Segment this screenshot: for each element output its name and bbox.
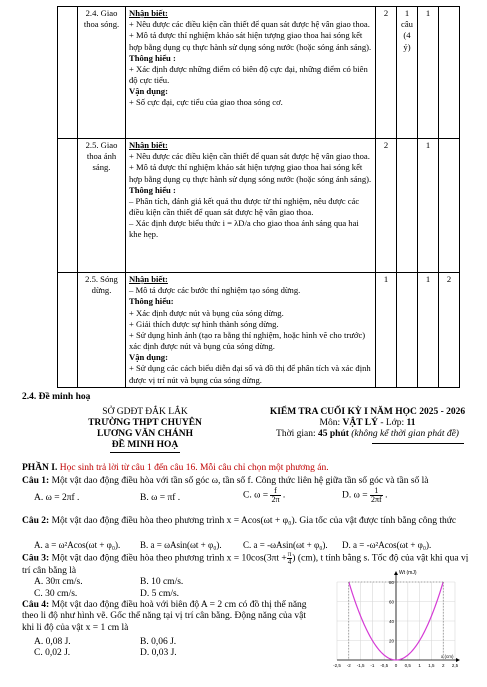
- requirement-line: + Mô tả được thí nghiệm khảo sát hiện tượng giao thoa hai sóng kết hợp bằng dụng cụ thực hành sử dụng sóng nước (hoặc sóng ánh sáng).: [129, 162, 372, 184]
- requirement-line: – Mô tả được các bước thí nghiệm tạo sóng dừng.: [129, 285, 301, 296]
- count-cell: 2: [439, 273, 460, 388]
- y-tick-label: 60: [388, 599, 394, 605]
- requirement-line: + Mô tả được thí nghiệm khảo sát hiện tượng giao thoa hai sóng kết hợp bằng dụng cụ thực hành sử dụng sóng nước (hoặc sóng ánh sáng).: [129, 30, 372, 52]
- x-tick-label: -1: [370, 663, 375, 668]
- table-row: [58, 139, 460, 273]
- x-tick-label: 1,5: [428, 663, 435, 668]
- school-name-2: LƯƠNG VĂN CHÁNH: [96, 428, 194, 439]
- requirement-level: Nhận biết:: [129, 8, 168, 18]
- requirement-level: Vận dụng:: [129, 352, 168, 363]
- table-row: [58, 7, 460, 139]
- q1-option-b: B. ω = πf .: [140, 493, 181, 503]
- q4-option-a: A. 0,08 J.: [34, 637, 71, 647]
- department-name: SỞ GDĐT ĐẮK LẮK: [102, 407, 188, 417]
- topic-cell: 2.5. Sóng dừng.: [78, 273, 126, 388]
- requirement-line: + Sử dụng hình ảnh (tạo ra bằng thí nghiệm, hoặc hình vẽ cho trước) xác định được nút và bụng của sóng dừng.: [129, 329, 366, 352]
- y-tick-label: 80: [388, 580, 394, 585]
- empty-cell: [58, 139, 78, 273]
- count-cell: 1: [418, 139, 439, 273]
- q3-option-a: A. 30π cm/s.: [34, 577, 83, 587]
- topic-cell: 2.5. Giao thoa ánh sáng.: [78, 139, 126, 273]
- question-2: Câu 2: Một vật dao động điều hòa theo phương trình x = Acos(ωt + φ₀). Gia tốc của vật được tính bằng công thức: [22, 516, 457, 526]
- requirements-cell: [126, 139, 376, 273]
- q2-option-c: C. a = -ωAsin(ωt + φ₀).: [243, 540, 328, 550]
- q1-option-d: D. ω = $\frac{1}{2\pi f}$ .: [342, 486, 388, 504]
- requirement-level: Nhận biết:: [129, 274, 168, 284]
- x-axis-arrow: [456, 658, 460, 662]
- q2-option-a: A. a = ω²Acos(ωt + φ₀).: [34, 540, 121, 550]
- potential-energy-graph: [325, 564, 460, 682]
- q4-option-d: D. 0,03 J.: [140, 648, 177, 658]
- requirement-line: + Xác định được nút và bụng của sóng dừng.: [129, 307, 284, 318]
- count-cell: 2: [376, 139, 397, 273]
- question-3: Câu 3: Một vật dao động điều hòa theo phương trình x = 10cos(3πt + $\frac{\pi}{4}$ ) (cm), t tính bằng s. Tốc độ của vật khi qua vị trí cân bằng là: [22, 550, 469, 576]
- requirement-line: + Số cực đại, cực tiểu của giao thoa sóng cơ.: [129, 97, 283, 108]
- exam-title: KIỂM TRA CUỐI KỲ I NĂM HỌC 2025 - 2026: [269, 407, 466, 417]
- count-cell: 1: [418, 273, 439, 388]
- requirement-level: Thông hiểu :: [129, 52, 176, 63]
- exam-label: ĐỀ MINH HOẠ: [111, 439, 179, 450]
- count-cell: [439, 7, 460, 139]
- y-tick-label: 20: [388, 638, 394, 644]
- q4-option-c: C. 0,02 J.: [34, 648, 71, 658]
- requirements-cell: [126, 7, 376, 139]
- requirement-line: + Nêu được các điều kiện cần thiết để quan sát được hệ vân giao thoa.: [129, 19, 370, 30]
- x-axis-label: x (cm): [441, 654, 454, 659]
- requirement-line: + Nêu được các điều kiện cần thiết để quan sát được hệ vân giao thoa.: [129, 151, 370, 162]
- y-axis-label: Wt (mJ): [399, 570, 417, 576]
- x-tick-label: -2: [346, 663, 351, 668]
- section-title: 2.4. Đề minh hoạ: [22, 392, 91, 402]
- x-tick-label: 0: [394, 663, 398, 668]
- question-1: Câu 1: Một vật dao động điều hòa với tần số góc ω, tần số f. Công thức liên hệ giữa tần số góc và tần số là: [22, 476, 429, 486]
- empty-cell: [58, 273, 78, 388]
- q3-option-c: C. 30 cm/s.: [34, 589, 78, 599]
- header-right: [250, 407, 485, 444]
- count-cell: 1: [376, 273, 397, 388]
- table-row: [58, 273, 460, 388]
- topic-cell: 2.4. Giao thoa sóng.: [78, 7, 126, 139]
- requirement-level: Thông hiểu :: [129, 184, 176, 195]
- requirement-line: – Xác định được biểu thức i = λD/a cho giao thoa ánh sáng qua hai khe hẹp.: [129, 218, 359, 240]
- y-tick-label: 40: [388, 619, 394, 624]
- x-tick-label: 0,5: [404, 663, 411, 668]
- q2-option-d: D. a = -ω²Acos(ωt + φ₀).: [342, 540, 432, 550]
- requirement-level: Vận dụng:: [129, 86, 168, 97]
- count-cell: [439, 139, 460, 273]
- count-cell: [397, 273, 418, 388]
- count-cell: [397, 139, 418, 273]
- requirement-line: – Phân tích, đánh giá kết quả thu được từ thí nghiệm, nêu được các điều kiện cần thiết để quan sát được hệ vân giao thoa.: [129, 195, 360, 218]
- requirement-line: + Xác định được những điểm có biên độ cực đại, những điểm có biên độ cực tiểu.: [129, 63, 368, 86]
- x-tick-label: -1,5: [356, 663, 365, 668]
- count-cell: 2: [376, 7, 397, 139]
- count-cell: 1 câu (4 ý): [397, 7, 418, 139]
- q4-option-b: B. 0,06 J.: [140, 637, 177, 647]
- requirements-cell: [126, 273, 376, 388]
- part-1-heading: PHẦN I. Học sinh trả lời từ câu 1 đến câu 16. Mỗi câu chỉ chọn một phương án.: [22, 463, 329, 473]
- specification-table: [57, 6, 460, 388]
- school-name-1: TRƯỜNG THPT CHUYÊN: [88, 417, 202, 428]
- requirement-line: + Sử dụng các cách biểu diễn đại số và đồ thị để phân tích và xác định được vị trí nút và bụng của sóng dừng.: [129, 363, 371, 385]
- y-axis-arrow: [394, 571, 398, 575]
- time-line: Thời gian: 45 phút (không kể thời gian phát đề): [276, 428, 459, 439]
- q1-option-a: A. ω = 2πf .: [34, 493, 80, 503]
- x-tick-label: -0,5: [380, 663, 389, 668]
- q2-option-b: B. a = ωAsin(ωt + φ₀).: [140, 540, 222, 550]
- x-tick-label: 1: [418, 663, 421, 668]
- question-4: Câu 4: Một vật dao động điều hoà với biên độ A = 2 cm có đồ thị thế năng theo li độ như hình vẽ. Gốc thế năng tại vị trí cân bằng. Động năng của vật khi li độ của vật x = 1 cm là: [22, 600, 307, 633]
- count-cell: 1: [418, 7, 439, 139]
- q1-option-c: C. ω = $\frac{f}{2\pi}$ .: [243, 486, 286, 504]
- subject-line: Môn: VẬT LÝ - Lớp: 11: [319, 417, 416, 428]
- x-tick-label: -2,5: [333, 663, 341, 668]
- header-left: [60, 407, 230, 453]
- requirement-level: Nhận biết:: [129, 140, 168, 150]
- q3-option-d: D. 5 cm/s.: [140, 589, 180, 599]
- q3-option-b: B. 10 cm/s.: [140, 577, 184, 587]
- x-tick-label: 2,5: [451, 663, 459, 668]
- x-tick-label: 2: [441, 663, 445, 668]
- empty-cell: [58, 7, 78, 139]
- requirement-line: + Giải thích được sự hình thành sóng dừng.: [129, 318, 279, 329]
- requirement-level: Thông hiểu:: [129, 296, 174, 307]
